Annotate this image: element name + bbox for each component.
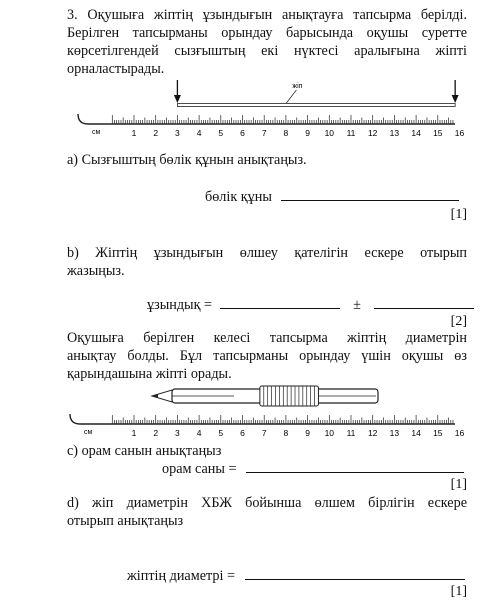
task2-line-1: Оқушыға берілген келесі тапсырма жіптің диаметрін <box>67 330 467 346</box>
ruler-tick-label-16: 16 <box>454 128 465 138</box>
task-intro-line-3: көрсетілгендей сызғыштың екі нүктесі аралығына жіпті <box>67 43 467 59</box>
ruler-tick-label-6: 6 <box>240 428 245 438</box>
task-intro-line-1: 3. Оқушыға жіптің ұзындығын анықтауға тапсырма берілді. <box>67 7 467 23</box>
left-arrow-head <box>174 95 181 103</box>
ruler-tick-label-15: 15 <box>433 128 443 138</box>
part-d-answer-row <box>127 567 465 585</box>
ruler-tick-label-2: 2 <box>153 128 159 138</box>
part-c-answer-row <box>162 460 464 478</box>
right-arrow-head <box>452 95 459 103</box>
ruler-tick-label-14: 14 <box>411 128 421 138</box>
part-d-answer-label: жіптің диаметрі = <box>127 568 235 584</box>
part-b-answer-row <box>147 296 474 314</box>
part-a-answer-label: бөлік құны <box>205 189 272 205</box>
ruler-tick-label-7: 7 <box>261 428 267 438</box>
task-intro-line-4: орналастырады. <box>67 61 165 77</box>
ruler-tick-label-5: 5 <box>218 128 224 138</box>
ruler-with-thread-figure <box>60 78 470 140</box>
part-b-question-line-1: b) Жіптің ұзындығын өлшеу қателігін ескере отырып <box>67 245 467 261</box>
ruler-tick-label-12: 12 <box>367 428 378 438</box>
part-b-length-blank[interactable] <box>220 296 340 309</box>
part-c-answer-label: орам саны = <box>162 461 237 477</box>
ruler-tick-label-5: 5 <box>218 428 224 438</box>
ruler-tick-label-11: 11 <box>346 128 356 138</box>
ruler-tick-label-4: 4 <box>196 128 202 138</box>
ruler-tick-label-8: 8 <box>283 428 289 438</box>
ruler-tick-label-10: 10 <box>324 428 335 438</box>
thread-label: жіп <box>292 83 303 90</box>
ruler-tick-label-2: 2 <box>153 428 159 438</box>
ruler-tick-label-6: 6 <box>240 128 245 138</box>
task2-line-3: қарындашына жіпті орады. <box>67 366 232 382</box>
task2-line-2: анықтау болды. Бұл тапсырманы орындау үшін оқушы өз <box>67 348 467 364</box>
part-b-question-line-2: жазыңыз. <box>67 263 125 279</box>
part-a-question: а) Сызғыштың бөлік құнын анықтаңыз. <box>67 152 307 168</box>
ruler-unit-label: см <box>92 129 101 136</box>
ruler-tick-label-12: 12 <box>367 128 378 138</box>
ruler-tick-label-8: 8 <box>283 128 289 138</box>
part-c-answer-blank[interactable] <box>246 460 464 473</box>
part-a-answer-blank[interactable] <box>281 188 459 201</box>
ruler-under-pencil-figure <box>60 402 470 438</box>
part-d-answer-blank[interactable] <box>245 567 465 580</box>
part-a-answer-row <box>205 188 459 206</box>
part-b-answer-label: ұзындық = <box>147 297 213 313</box>
ruler-tick-label-4: 4 <box>196 428 202 438</box>
ruler-tick-label-14: 14 <box>411 428 421 438</box>
part-d-question-line-2: отырып анықтаңыз <box>67 513 184 529</box>
ruler-tick-label-1: 1 <box>131 128 137 138</box>
ruler-tick-label-7: 7 <box>261 128 267 138</box>
part-b-error-blank[interactable] <box>374 296 474 309</box>
ruler-tick-label-13: 13 <box>389 428 400 438</box>
part-d-mark: [1] <box>450 584 467 599</box>
ruler-tick-label-3: 3 <box>175 128 180 138</box>
ruler-tick-label-9: 9 <box>305 428 310 438</box>
plus-minus-sign: ± <box>353 297 361 313</box>
part-a-mark: [1] <box>450 207 467 222</box>
part-c-question: c) орам санын анықтаңыз <box>67 443 222 459</box>
ruler-tick-label-1: 1 <box>131 428 137 438</box>
ruler-tick-label-11: 11 <box>346 428 356 438</box>
task-intro-line-2: Берілген тапсырманы орындау барысында оқушы суретте <box>67 25 467 41</box>
part-b-mark: [2] <box>450 314 467 329</box>
ruler-tick-label-3: 3 <box>175 428 180 438</box>
ruler-tick-label-16: 16 <box>454 428 465 438</box>
part-c-mark: [1] <box>450 477 467 492</box>
thread-label-leader <box>286 90 296 103</box>
thread-line <box>177 104 455 107</box>
ruler-tick-label-9: 9 <box>305 128 310 138</box>
ruler-tick-label-15: 15 <box>433 428 443 438</box>
part-d-question-line-1: d) жіп диаметрін ХБЖ бойынша өлшем бірлігін ескере <box>67 495 467 511</box>
ruler-tick-label-10: 10 <box>324 128 335 138</box>
ruler-tick-label-13: 13 <box>389 128 400 138</box>
ruler-unit-label: см <box>84 429 93 436</box>
